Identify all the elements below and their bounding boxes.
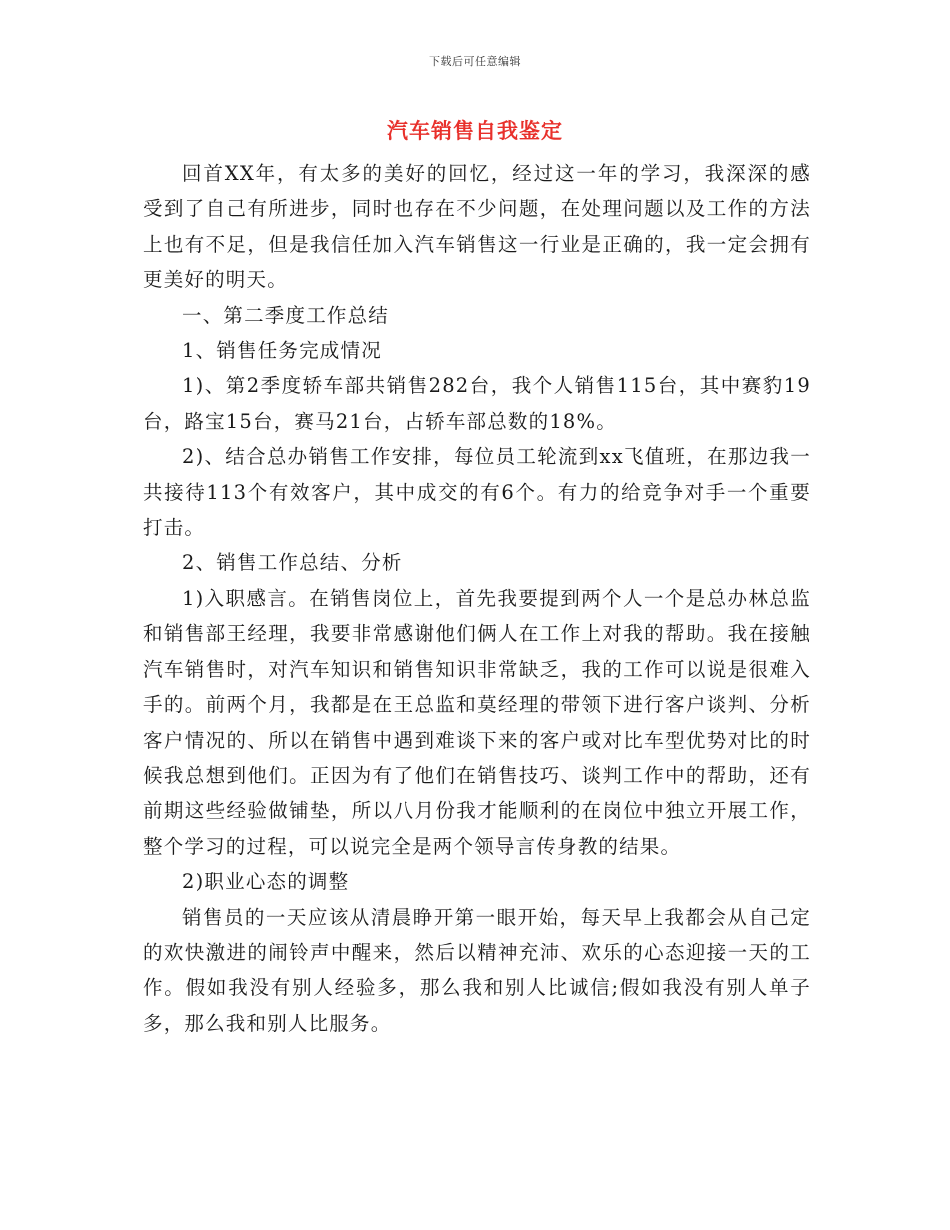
subheading-mindset: 2)职业心态的调整: [182, 870, 350, 894]
document-title: 汽车销售自我鉴定: [387, 118, 563, 143]
document-body: [143, 156, 811, 1041]
paragraph-sales-figures: 1)、第2季度轿车部共销售282台，我个人销售115台，其中赛豹19台，路宝15台，赛马21台，占轿车部总数的18%。: [143, 374, 811, 433]
paragraph-duty-rotation: 2)、结合总办销售工作安排，每位员工轮流到xx飞值班，在那边我一共接待113个有效客户，其中成交的有6个。有力的给竞争对手一个重要打击。: [143, 445, 811, 540]
paragraph-intro: 回首XX年，有太多的美好的回忆，经过这一年的学习，我深深的感受到了自己有所进步，同时也存在不少问题，在处理问题以及工作的方法上也有不足，但是我信任加入汽车销售这一行业是正确的，我一定会拥有更美好的明天。: [143, 162, 811, 292]
paragraph-daily-routine: 销售员的一天应该从清晨睁开第一眼开始，每天早上我都会从自己定的欢快激进的闹铃声中醒来，然后以精神充沛、欢乐的心态迎接一天的工作。假如我没有别人经验多，那么我和别人比诚信;假如我没有别人单子多，那么我和别人比服务。: [143, 905, 811, 1035]
subheading-sales-analysis: 2、销售工作总结、分析: [182, 551, 403, 575]
header-note: 下载后可任意编辑: [429, 55, 521, 68]
section-heading-q2-summary: 一、第二季度工作总结: [182, 303, 390, 327]
subheading-sales-task: 1、销售任务完成情况: [182, 339, 382, 363]
paragraph-onboarding: 1)入职感言。在销售岗位上，首先我要提到两个人一个是总办林总监和销售部王经理，我要非常感谢他们俩人在工作上对我的帮助。我在接触汽车销售时，对汽车知识和销售知识非常缺乏，我的工作可以说是很难入手的。前两个月，我都是在王总监和莫经理的带领下进行客户谈判、分析客户情况的、所以在销售中遇到难谈下来的客户或对比车型优势对比的时候我总想到他们。正因为有了他们在销售技巧、谈判工作中的帮助，还有前期这些经验做铺垫，所以八月份我才能顺利的在岗位中独立开展工作，整个学习的过程，可以说完全是两个领导言传身教的结果。: [143, 586, 811, 858]
